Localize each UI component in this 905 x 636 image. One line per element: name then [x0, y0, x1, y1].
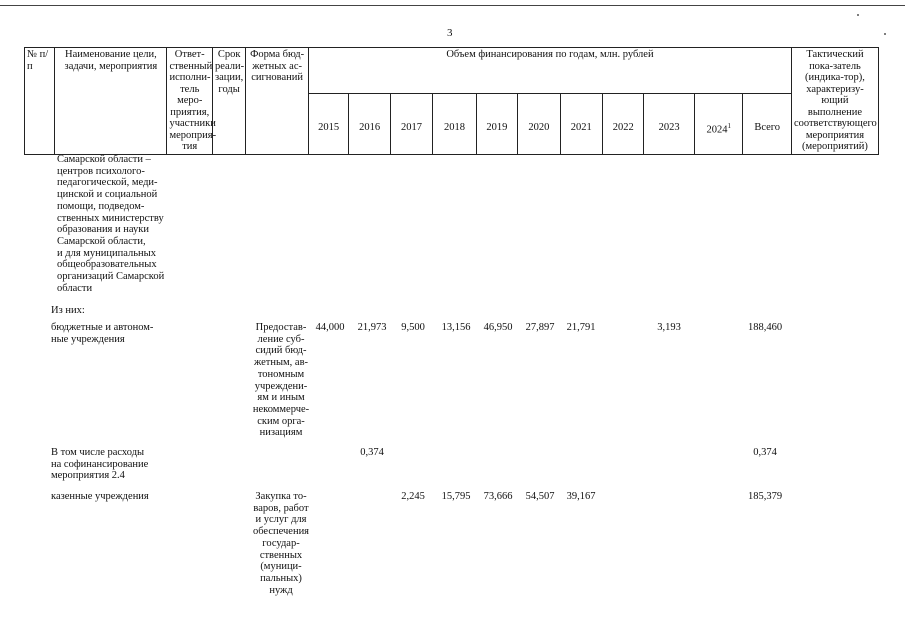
- value-total: 0,374: [753, 447, 777, 458]
- of-which-label: Из них:: [51, 305, 85, 316]
- text-line: государ-: [262, 537, 300, 549]
- value-2023: 3,193: [657, 322, 681, 333]
- text-line: низациям: [259, 427, 303, 439]
- text-line: цинской и социальной: [57, 189, 158, 201]
- header-term: Срок реали-зации, годы: [212, 48, 245, 155]
- text-line: области: [57, 282, 93, 294]
- scan-speck: [857, 14, 859, 16]
- text-line: (муници-: [260, 561, 302, 573]
- value-2017: 2,245: [401, 491, 425, 502]
- text-line: тономным: [257, 368, 305, 380]
- header-number: № п/п: [25, 48, 55, 155]
- row-budget-form: [248, 322, 314, 439]
- header-year-2021: 2021: [560, 93, 602, 154]
- text-line: и для муниципальных: [57, 247, 156, 259]
- text-line: организаций Самарской: [57, 271, 165, 283]
- text-line: казенные учреждения: [51, 491, 149, 502]
- value-2017: 9,500: [401, 322, 425, 333]
- header-year-2022: 2022: [602, 93, 643, 154]
- text-line: обеспечения: [252, 526, 310, 538]
- value-2020: 27,897: [525, 322, 555, 333]
- text-line: Закупка то-: [255, 491, 307, 502]
- text-line: на софинансирование: [51, 458, 149, 470]
- text-line: Предостав-: [255, 322, 307, 333]
- text-line: Самарской области,: [57, 235, 146, 247]
- text-line: учреждени-: [254, 380, 308, 392]
- page-top-edge: [0, 5, 905, 6]
- header-year-2019: 2019: [476, 93, 517, 154]
- continuation-description: [57, 154, 169, 294]
- text-line: Самарской области –: [57, 154, 151, 165]
- page-number: 3: [447, 27, 453, 39]
- text-line: сидий бюд-: [255, 345, 307, 357]
- scan-speck: [884, 33, 886, 35]
- funding-table-header: [24, 47, 879, 155]
- header-executor: Ответ-ственный исполни-тель меро-приятия, участники мероприя-тия: [167, 48, 212, 155]
- text-line: мероприятия 2.4: [51, 470, 125, 482]
- header-year-2020: 2020: [518, 93, 560, 154]
- header-year-2016: 2016: [349, 93, 390, 154]
- text-line: и услуг для: [255, 514, 307, 526]
- header-year-2023: 2023: [644, 93, 695, 154]
- value-2018: 15,795: [441, 491, 471, 502]
- header-indicator: Тактический пока-затель (индика-тор), характеризу-ющий выполнение соответствующего мероприятия (мероприятий): [791, 48, 878, 155]
- text-line: ление суб-: [257, 333, 305, 345]
- header-funding: Объем финансирования по годам, млн. рублей: [308, 48, 791, 94]
- text-line: ям и иным: [257, 392, 305, 404]
- row-budget-form: [248, 491, 314, 596]
- text-line: ственных: [259, 549, 303, 561]
- text-line: помощи, подведом-: [57, 200, 145, 212]
- value-2016: 21,973: [357, 322, 387, 333]
- header-year-2018: 2018: [433, 93, 476, 154]
- value-2016: 0,374: [360, 447, 384, 458]
- text-line: жетным, ав-: [253, 357, 309, 369]
- text-line: варов, работ: [253, 502, 309, 514]
- value-2019: 73,666: [483, 491, 513, 502]
- header-year-2017: 2017: [390, 93, 432, 154]
- text-line: некоммерче-: [252, 403, 310, 415]
- row-name: [51, 447, 171, 482]
- text-line: пальных): [260, 572, 302, 584]
- text-line: нужд: [269, 584, 293, 596]
- value-total: 185,379: [747, 491, 783, 502]
- text-line: ные учреждения: [51, 333, 125, 345]
- row-name: [51, 491, 171, 503]
- text-line: ским орга-: [257, 415, 305, 427]
- text-line: ственных министерству: [57, 212, 164, 224]
- header-total: Всего: [743, 93, 792, 154]
- value-total: 188,460: [747, 322, 783, 333]
- text-line: бюджетные и автоном-: [51, 322, 154, 333]
- value-2021: 39,167: [566, 491, 596, 502]
- value-2018: 13,156: [441, 322, 471, 333]
- header-year-2015: 2015: [308, 93, 348, 154]
- text-line: центров психолого-: [57, 165, 145, 177]
- text-line: педагогической, меди-: [57, 177, 158, 189]
- value-2019: 46,950: [483, 322, 513, 333]
- value-2020: 54,507: [525, 491, 555, 502]
- header-year-2024: 2024$^1$: [694, 93, 743, 154]
- header-form: Форма бюд-жетных ас-сигнований: [246, 48, 309, 155]
- text-line: образования и науки: [57, 224, 149, 236]
- value-2021: 21,791: [566, 322, 596, 333]
- text-line: В том числе расходы: [51, 447, 145, 458]
- value-2015: 44,000: [315, 322, 345, 333]
- text-line: общеобразовательных: [57, 259, 157, 271]
- row-name: [51, 322, 166, 345]
- header-name: Наименование цели, задачи, мероприятия: [55, 48, 167, 155]
